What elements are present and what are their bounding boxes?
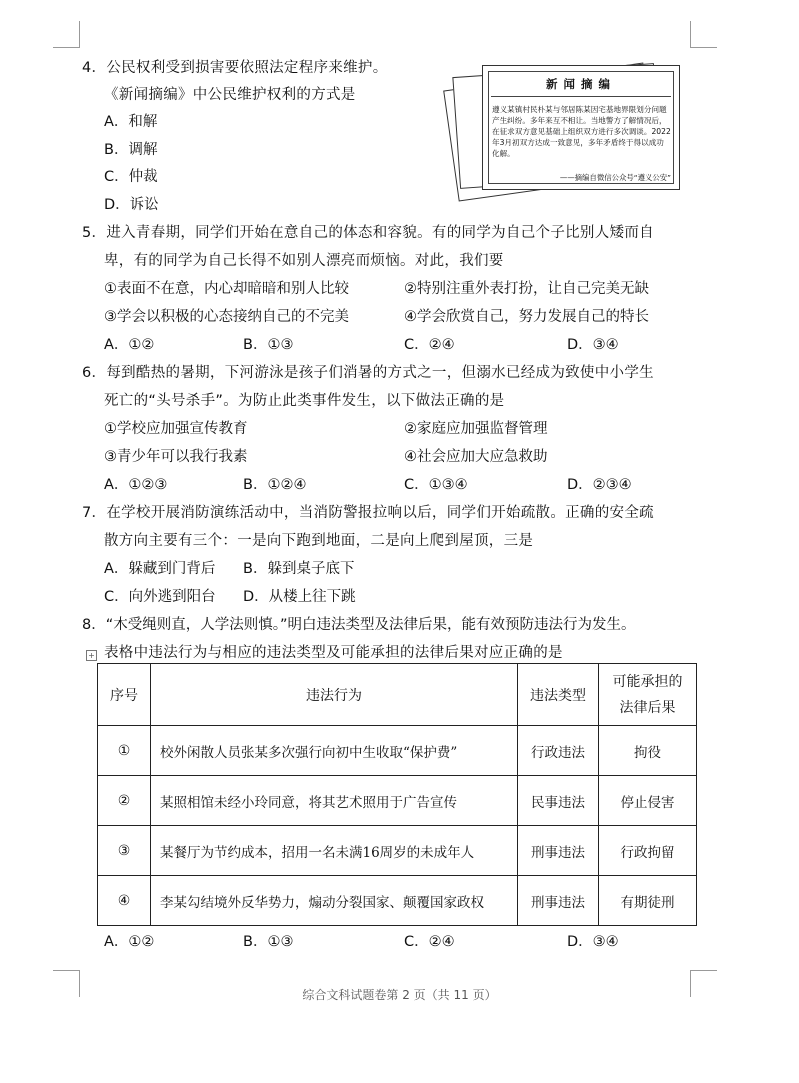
q4-stem: 4．公民权利受到损害要依照法定程序来维护。: [82, 60, 388, 76]
table-row: [98, 726, 697, 776]
table-row: [98, 826, 697, 876]
row-act: 某餐厅为节约成本，招用一名未满16周岁的未成年人: [151, 826, 518, 876]
table-row: [98, 876, 697, 926]
q7-option-b[interactable]: B．躲到桌子底下: [243, 561, 355, 577]
clipping-divider: [491, 96, 671, 97]
q4-option-c[interactable]: C．仲裁: [104, 169, 158, 185]
q5-item-4: ④学会欣赏自己，努力发展自己的特长: [404, 309, 649, 325]
row-act: 某照相馆未经小玲同意，将其艺术照用于广告宣传: [151, 776, 518, 826]
row-type: 行政违法: [518, 726, 599, 776]
q6-stem: 6．每到酷热的暑期，下河游泳是孩子们消暑的方式之一，但溺水已经成为致使中小学生: [82, 365, 654, 381]
q5-item-2: ②特别注重外表打扮，让自己完美无缺: [404, 281, 649, 297]
header-type: 违法类型: [518, 664, 599, 726]
header-consequence: [599, 664, 697, 726]
row-number: ①: [98, 726, 151, 776]
table-header-row: [98, 664, 697, 726]
q8-option-d[interactable]: D．③④: [567, 934, 619, 950]
row-number: ③: [98, 826, 151, 876]
header-number: 序号: [98, 664, 151, 726]
clipping-source: ——摘编自微信公众号“遵义公安”: [559, 173, 671, 182]
header-consequence-line2: 法律后果: [619, 699, 676, 716]
q7-stem-cont: 散方向主要有三个：一是向下跑到地面，二是向上爬到屋顶，三是: [104, 533, 534, 549]
table-row: [98, 776, 697, 826]
q6-item-3: ③青少年可以我行我素: [104, 449, 248, 465]
page-corner-mark: [690, 21, 717, 48]
row-number: ②: [98, 776, 151, 826]
clipping-body: 遵义某镇村民朴某与邻居陈某因宅基地界限划分问题产生纠纷。多年来互不相让。当地警方了解情况后，在征求双方意见基础上组织双方进行多次调谈。2022年3月初双方达成一致意见，多年矛盾终于得以成功化解。: [492, 105, 671, 158]
row-consequence: 停止侵害: [599, 776, 697, 826]
q6-item-2: ②家庭应加强监督管理: [404, 421, 548, 437]
q7-option-a[interactable]: A．躲藏到门背后: [104, 561, 216, 577]
row-act: 校外闲散人员张某多次强行向初中生收取“保护费”: [151, 726, 518, 776]
q6-option-b[interactable]: B．①②④: [243, 477, 307, 493]
header-consequence-line1: 可能承担的: [612, 673, 683, 690]
q5-option-d[interactable]: D．③④: [567, 337, 619, 353]
clipping-title: 新闻摘编: [546, 77, 616, 91]
q8-option-a[interactable]: A．①②: [104, 934, 155, 950]
row-consequence: 拘役: [599, 726, 697, 776]
row-type: 刑事违法: [518, 876, 599, 926]
q7-option-d[interactable]: D．从楼上往下跳: [243, 589, 356, 605]
row-consequence: 有期徒刑: [599, 876, 697, 926]
news-clipping: [448, 60, 684, 193]
q5-item-1: ①表面不在意，内心却暗暗和别人比较: [104, 281, 349, 297]
row-act: 李某勾结境外反华势力，煽动分裂国家、颠覆国家政权: [151, 876, 518, 926]
move-handle-icon[interactable]: +: [86, 650, 97, 661]
row-number: ④: [98, 876, 151, 926]
row-type: 刑事违法: [518, 826, 599, 876]
q5-option-b[interactable]: B．①③: [243, 337, 294, 353]
row-consequence: 行政拘留: [599, 826, 697, 876]
law-violation-table: [97, 663, 697, 926]
q8-stem: 8．“木受绳则直，人学法则慎。”明白违法类型及法律后果，能有效预防违法行为发生。: [82, 617, 636, 633]
clipping-front-sheet: [482, 65, 680, 190]
q6-option-c[interactable]: C．①③④: [404, 477, 468, 493]
q4-option-d[interactable]: D．诉讼: [104, 197, 159, 213]
q8-option-b[interactable]: B．①③: [243, 934, 294, 950]
q5-stem: 5．进入青春期，同学们开始在意自己的体态和容貌。有的同学为自己个子比别人矮而自: [82, 225, 654, 241]
q5-item-3: ③学会以积极的心态接纳自己的不完美: [104, 309, 349, 325]
q6-stem-cont: 死亡的“头号杀手”。为防止此类事件发生，以下做法正确的是: [104, 393, 505, 409]
page-corner-mark: [53, 21, 80, 48]
q4-option-b[interactable]: B．调解: [104, 142, 158, 158]
q6-item-1: ①学校应加强宣传教育: [104, 421, 248, 437]
page-footer: 综合文科试题卷第 2 页（共 11 页）: [302, 988, 497, 1002]
header-act: 违法行为: [151, 664, 518, 726]
q6-item-4: ④社会应加大应急救助: [404, 449, 548, 465]
q5-stem-cont: 卑，有的同学为自己长得不如别人漂亮而烦恼。对此，我们要: [104, 253, 504, 269]
q8-option-c[interactable]: C．②④: [404, 934, 455, 950]
q5-option-a[interactable]: A．①②: [104, 337, 155, 353]
q7-option-c[interactable]: C．向外逃到阳台: [104, 589, 216, 605]
q8-stem-cont: 表格中违法行为与相应的违法类型及可能承担的法律后果对应正确的是: [104, 645, 563, 661]
q6-option-d[interactable]: D．②③④: [567, 477, 632, 493]
q4-stem-cont: 《新闻摘编》中公民维护权利的方式是: [104, 87, 356, 103]
q4-option-a[interactable]: A．和解: [104, 114, 158, 130]
q5-option-c[interactable]: C．②④: [404, 337, 455, 353]
q6-option-a[interactable]: A．①②③: [104, 477, 168, 493]
row-type: 民事违法: [518, 776, 599, 826]
q7-stem: 7．在学校开展消防演练活动中，当消防警报拉响以后，同学们开始疏散。正确的安全疏: [82, 505, 654, 521]
